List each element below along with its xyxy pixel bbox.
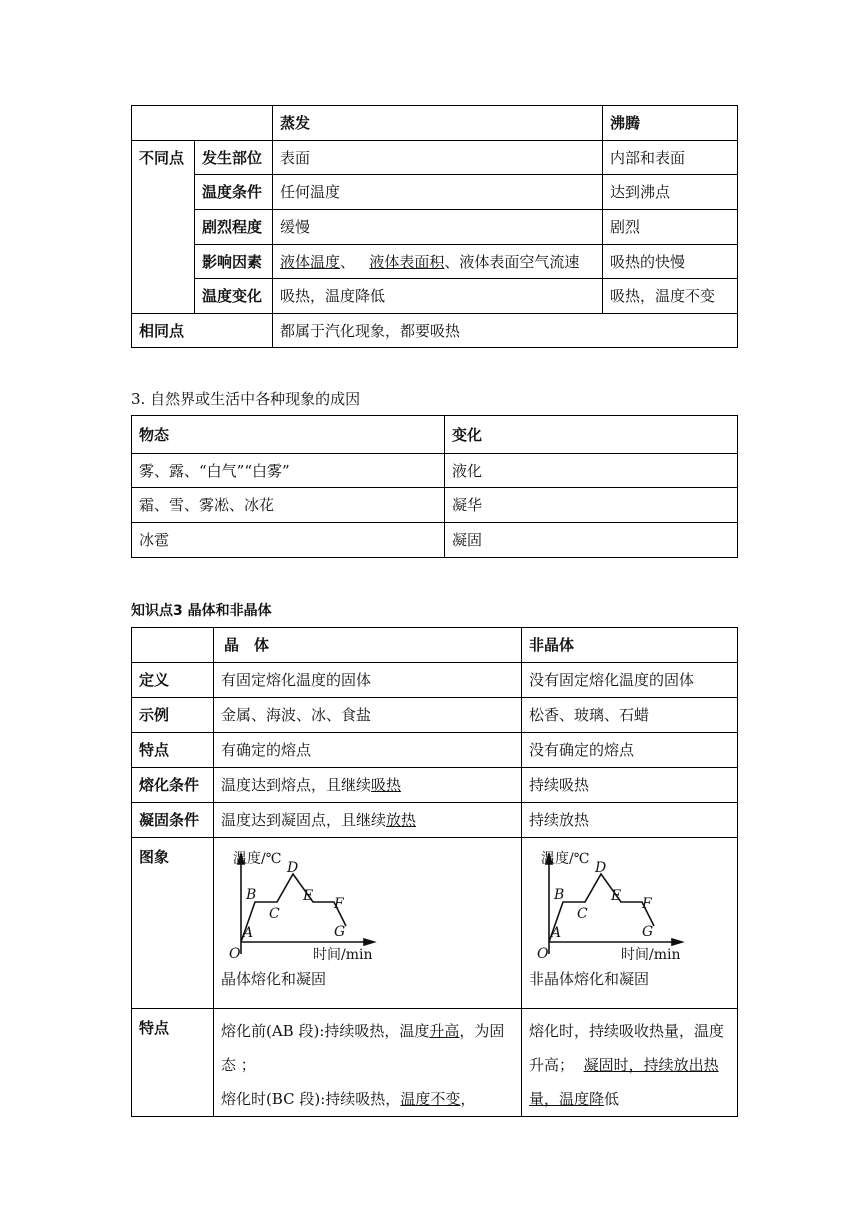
point-f: F [642,896,652,912]
temperature-curve [549,874,654,942]
header-boiling: 沸腾 [603,106,738,141]
empty-header-cell [132,106,273,141]
header-change: 变化 [445,416,738,454]
row-label: 定义 [132,663,214,698]
row-label: 示例 [132,698,214,733]
crystal-cell [214,803,522,838]
y-axis-label: 温度/℃ [233,851,282,867]
crystal-temperature-graph [221,846,391,964]
crystal-amorphous-table [131,627,738,1117]
point-c: C [269,906,280,922]
point-e: E [303,888,314,904]
amorphous-feature-cell [522,1009,738,1117]
boil-cell: 达到沸点 [603,175,738,210]
crystal-graph-cell [214,838,522,1009]
crystal-graph-caption: 晶体熔化和凝固 [221,970,327,988]
row-label: 特点 [132,733,214,768]
point-c: C [577,906,588,922]
amorphous-cell: 没有固定熔化温度的固体 [522,663,738,698]
x-axis-arrow [364,939,374,945]
evap-cell: 缓慢 [273,210,603,245]
header-state: 物态 [132,416,445,454]
feature-text: ，为固态 ； [221,1022,505,1074]
feature-text: ， [460,1090,476,1108]
factor-temperature: 液体温度 [280,252,341,271]
change-cell: 液化 [445,454,738,488]
solid-condition-text: 温度达到凝固点，且继续 [221,811,387,829]
header-crystal: 晶 体 [214,628,522,663]
point-a: A [551,925,562,941]
temperature-curve [241,874,346,942]
amorphous-temperature-graph [529,846,699,964]
feature-text: 熔化时(BC 段):持续吸热， [221,1090,401,1108]
row-label: 剧烈程度 [195,210,273,245]
header-amorphous: 非晶体 [522,628,738,663]
factor-surface-area: 液体表面积 [369,252,445,271]
header-evaporation: 蒸发 [273,106,603,141]
feature-text: 熔化时，持续吸收热量，温度升高； [529,1022,725,1074]
evap-factors-cell [273,245,603,279]
knowledge-point-3-title: 知识点3 晶体和非晶体 [131,603,272,619]
amorphous-cell: 持续放热 [522,803,738,838]
point-g: G [642,924,654,940]
feature-key: 不变 [430,1090,461,1108]
evap-cell: 任何温度 [273,175,603,210]
crystal-cell: 金属、海波、冰、食盐 [214,698,522,733]
solid-condition-key: 放热 [386,811,417,829]
y-axis-label: 温度/℃ [541,851,590,867]
boil-cell: 内部和表面 [603,141,738,175]
row-label: 温度变化 [195,279,273,314]
point-a: A [243,925,254,941]
crystal-cell [214,768,522,803]
phenomenon-cell: 雾、露、“白气”“白雾” [132,454,445,488]
separator: 、 [340,252,356,271]
change-cell: 凝华 [445,488,738,523]
feature-key: 凝固时，持续放出热量，温度 [529,1056,719,1108]
amorphous-cell: 松香、玻璃、石蜡 [522,698,738,733]
boil-cell: 吸热，温度不变 [603,279,738,314]
phenomena-cause-table [131,415,738,558]
feature-text: 熔化前(AB 段):持续吸热，温度 [221,1022,430,1040]
point-o: O [229,946,241,962]
feature-text: 低 [604,1090,620,1108]
row-label: 发生部位 [195,141,273,175]
point-d: D [595,860,607,876]
amorphous-graph-cell [522,838,738,1009]
boil-cell: 剧烈 [603,210,738,245]
point-b: B [554,887,565,903]
crystal-feature-cell [214,1009,522,1117]
point-d: D [287,860,299,876]
same-label: 相同点 [132,314,273,348]
point-e: E [611,888,622,904]
evap-cell: 表面 [273,141,603,175]
feature-key: 温度 [400,1090,431,1108]
change-cell: 凝固 [445,523,738,558]
row-label: 温度条件 [195,175,273,210]
point-b: B [246,887,257,903]
point-f: F [334,896,344,912]
boil-cell: 吸热的快慢 [603,245,738,279]
point-o: O [537,946,549,962]
amorphous-graph-caption: 非晶体熔化和凝固 [529,970,650,988]
feature-key: 升高 [429,1022,460,1040]
melt-condition-key: 吸热 [371,776,402,794]
section-3-title: 3. 自然界或生活中各种现象的成因 [131,390,361,408]
phenomenon-cell: 冰雹 [132,523,445,558]
row-label: 熔化条件 [132,768,214,803]
evap-cell: 吸热，温度降低 [273,279,603,314]
amorphous-cell: 持续吸热 [522,768,738,803]
diff-label: 不同点 [132,141,195,314]
row-label: 凝固条件 [132,803,214,838]
x-axis-label: 时间/min [313,947,373,963]
x-axis-label: 时间/min [621,947,681,963]
row-label: 特点 [132,1009,214,1117]
melt-condition-text: 温度达到熔点，且继续 [221,776,372,794]
x-axis-arrow [672,939,682,945]
same-text: 都属于汽化现象，都要吸热 [273,314,738,348]
amorphous-cell: 没有确定的熔点 [522,733,738,768]
empty-header-cell [132,628,214,663]
phenomenon-cell: 霜、雪、雾凇、冰花 [132,488,445,523]
feature-key: 降 [589,1090,605,1108]
row-label: 影响因素 [195,245,273,279]
evaporation-boiling-table [131,105,738,348]
row-label: 图象 [132,838,214,1009]
factor-airflow: 、液体表面空气流速 [444,252,580,271]
crystal-cell: 有确定的熔点 [214,733,522,768]
point-g: G [334,924,346,940]
crystal-cell: 有固定熔化温度的固体 [214,663,522,698]
